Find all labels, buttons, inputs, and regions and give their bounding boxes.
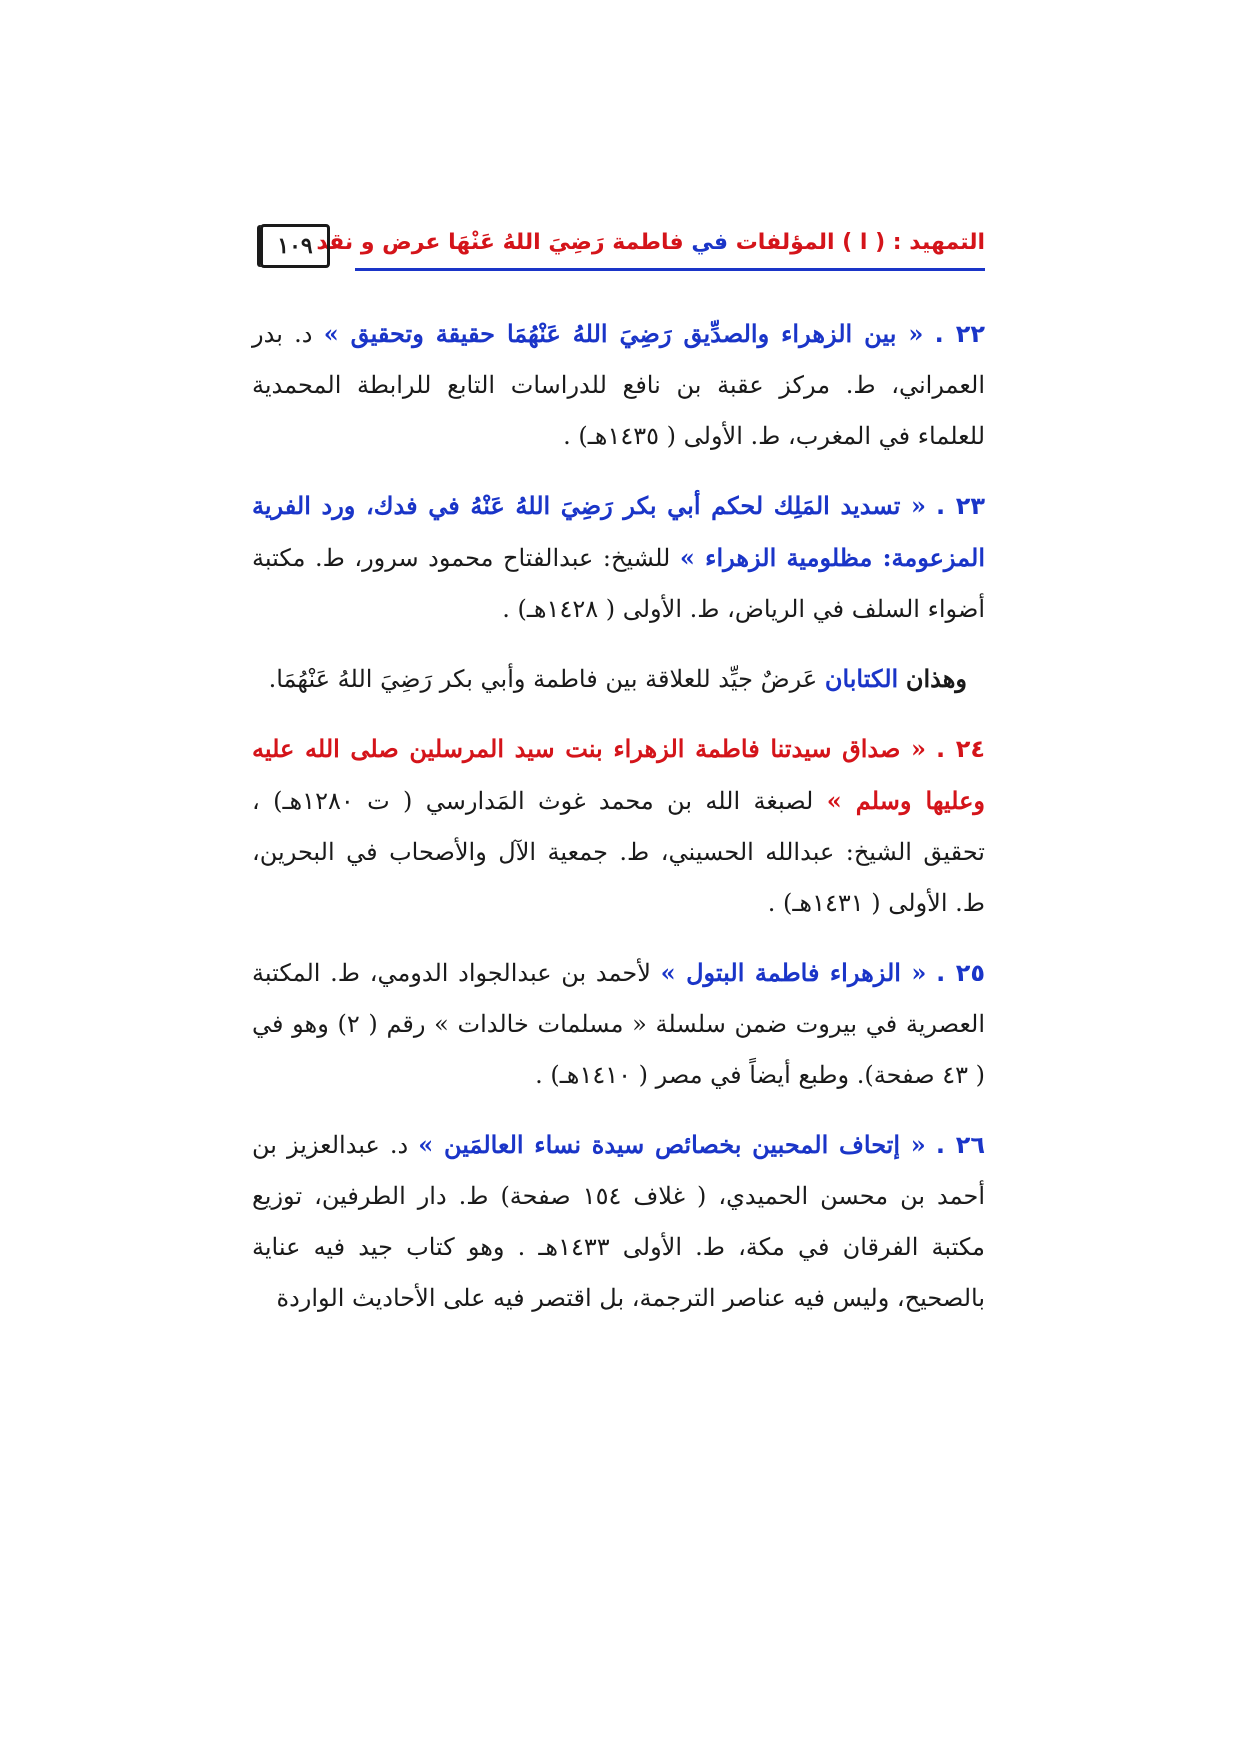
entry-24 <box>252 723 985 929</box>
entry-26 <box>252 1119 985 1324</box>
note-paragraph <box>252 653 985 705</box>
entry-number: ٢٣ . <box>935 492 985 520</box>
header-title-mid: في <box>691 230 729 255</box>
page-number: ١٠٩ <box>260 224 330 268</box>
entry-title: « تسديد المَلِك لحكم أبي بكر رَضِيَ اللهُ عَنْهُ في فدك، ورد الفرية المزعومة: مظلومية الزهراء » <box>252 491 986 572</box>
note-pre: وهذان <box>905 664 967 693</box>
entry-number: ٢٢ . <box>934 320 985 348</box>
entry-23 <box>252 480 985 635</box>
header-title-prefix: التمهيد : ( ا ) المؤلفات <box>735 230 985 255</box>
entry-title: « صداق سيدتنا فاطمة الزهراء بنت سيد المرسلين صلى الله عليه وعليها وسلم » <box>252 734 985 815</box>
page-body <box>252 308 985 1342</box>
entry-number: ٢٦ . <box>935 1131 985 1159</box>
header-rule <box>355 268 985 271</box>
entry-title: « إتحاف المحبين بخصائص سيدة نساء العالمَين » <box>418 1130 926 1159</box>
header-title-suffix: فاطمة رَضِيَ اللهُ عَنْهَا عرض و نقد <box>316 230 684 255</box>
note-keyword: الكتابان <box>824 664 899 693</box>
entry-title: « بين الزهراء والصدِّيق رَضِيَ اللهُ عَنْهُمَا حقيقة وتحقيق » <box>323 319 924 348</box>
entry-body: لصبغة الله بن محمد غوث المَدارسي ( ت ١٢٨٠هـ) ، تحقيق الشيخ: عبدالله الحسيني، ط. جمعية الآل والأصحاب في البحرين، ط. الأولى ( ١٤٣١هـ) . <box>252 787 985 917</box>
entry-22 <box>252 308 985 462</box>
entry-title: « الزهراء فاطمة البتول » <box>660 958 927 987</box>
entry-number: ٢٥ . <box>936 959 985 987</box>
header-title <box>316 230 985 255</box>
entry-body: د. عبدالعزيز بن أحمد بن محسن الحميدي، ( غلاف ١٥٤ صفحة) ط. دار الطرفين، توزيع مكتبة الفرقان في مكة، ط. الأولى ١٤٣٣هـ . وهو كتاب جيد فيه عناية بالصحيح، وليس فيه عناصر الترجمة، بل اقتصر فيه على الأحاديث الواردة <box>252 1131 985 1312</box>
entry-body: د. بدر العمراني، ط. مركز عقبة بن نافع للدراسات التابع للرابطة المحمدية للعلماء في المغرب، ط. الأولى ( ١٤٣٥هـ) . <box>252 320 985 450</box>
entry-number: ٢٤ . <box>935 735 985 763</box>
running-header <box>252 224 985 272</box>
entry-body: للشيخ: عبدالفتاح محمود سرور، ط. مكتبة أضواء السلف في الرياض، ط. الأولى ( ١٤٢٨هـ) . <box>252 544 985 623</box>
entry-25 <box>252 947 985 1101</box>
note-post: عَرضٌ جيِّد للعلاقة بين فاطمة وأبي بكر رَضِيَ اللهُ عَنْهُمَا. <box>268 665 818 693</box>
entry-body: لأحمد بن عبدالجواد الدومي، ط. المكتبة العصرية في بيروت ضمن سلسلة « مسلمات خالدات » رقم ( ٢) وهو في ( ٤٣ صفحة). وطبع أيضاً في مصر ( ١٤١٠هـ) . <box>252 959 986 1089</box>
